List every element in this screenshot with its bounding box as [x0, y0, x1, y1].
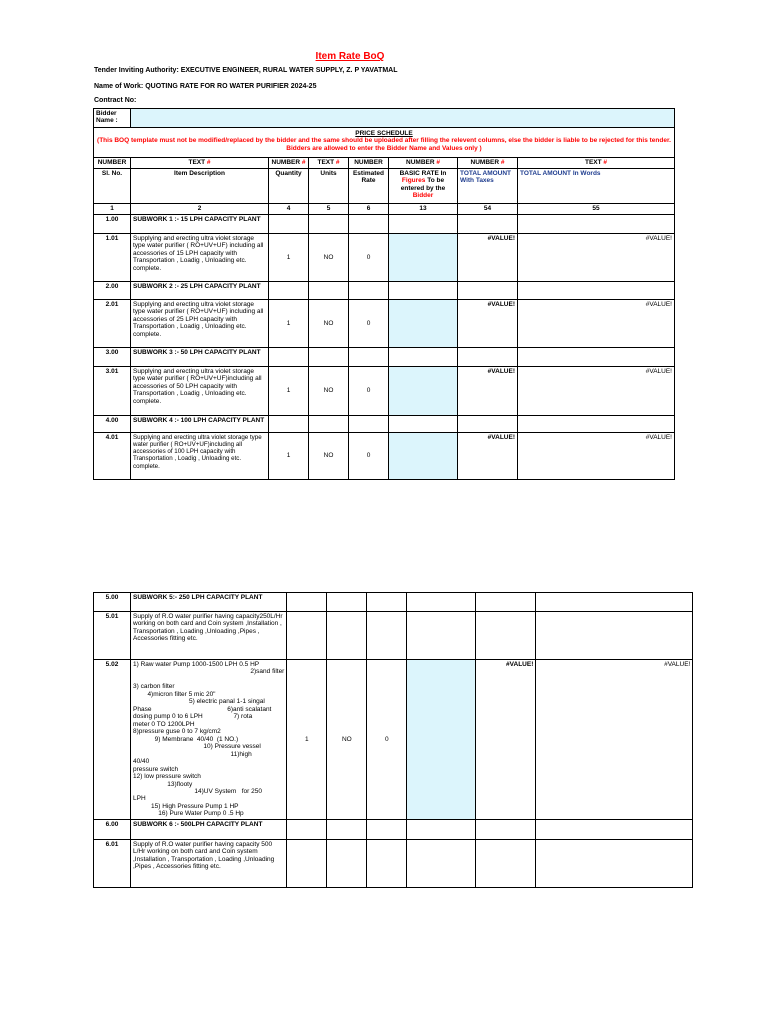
item-description: Supplying and erecting ultra violet storage type water purifier ( RO+UV+UF)including all accessories of 100 LPH capacity with Transportation , Loadig , Unloading etc. complete. — [131, 433, 269, 480]
quantity-cell: 1 — [269, 367, 309, 416]
total-amount-cell: #VALUE! — [458, 300, 518, 348]
row-number: 4.00 — [94, 416, 131, 433]
item-description: 1) Raw water Pump 1000-1500 LPH 0.5 HP 2)sand filter 3) carbon filter 4)micron filter 5 mic 20" 5) electric panal 1-1 singal Phase 6)anti scalatant dosing pump 0 to 6 LPH 7) rota meter 0 TO 1200LPH 8)pressure guse 0 to 7 kg/cm2 9) Membrane 40/40 (1 NO.) 10) Pressure vessel 11)high 40/40 pressure switch 12) low pressure switch 13)flooty 14)UV System for 250 LPH 15) High Pressure Pump 1 HP 16) Pure Water Pump 0 .5 Hp — [131, 660, 287, 820]
col-number: 6 — [349, 204, 389, 215]
price-schedule-heading: PRICE SCHEDULE — [355, 130, 413, 137]
row-number: 1.01 — [94, 234, 131, 282]
estimated-rate-cell: 0 — [349, 367, 389, 416]
subwork-title: SUBWORK 2 :- 25 LPH CAPACITY PLANT — [131, 282, 269, 300]
col-number: 1 — [94, 204, 131, 215]
work-name: Name of Work: QUOTING RATE FOR RO WATER PURIFIER 2024-25 — [94, 83, 317, 90]
subwork-title: SUBWORK 4 :- 100 LPH CAPACITY PLANT — [131, 416, 269, 433]
subwork-title: SUBWORK 1 :- 15 LPH CAPACITY PLANT — [131, 215, 269, 234]
total-amount-cell: #VALUE! — [458, 433, 518, 480]
estimated-rate-cell: 0 — [349, 234, 389, 282]
amount-in-words-cell: #VALUE! — [518, 433, 675, 480]
item-description: Supply of R.O water purifier having capacity250L/Hr working on both card and Coin system ,Installation , Transportation , Loading ,Unloading ,Pipes , Accessories fitting etc. — [131, 612, 287, 660]
boq-table-page-2 — [93, 592, 693, 888]
basic-rate-input[interactable] — [389, 234, 458, 282]
quantity-cell: 1 — [269, 433, 309, 480]
estimated-rate-cell: 0 — [367, 660, 407, 820]
quantity-cell: 1 — [269, 234, 309, 282]
amount-in-words-cell: #VALUE! — [536, 660, 693, 820]
type-total: NUMBER # — [458, 158, 518, 169]
row-number: 5.01 — [94, 612, 131, 660]
quantity-cell: 1 — [287, 660, 327, 820]
units-cell: NO — [309, 367, 349, 416]
tender-authority: Tender Inviting Authority: EXECUTIVE ENGINEER, RURAL WATER SUPPLY, Z. P YAVATMAL — [94, 67, 398, 74]
subwork-title: SUBWORK 5:- 250 LPH CAPACITY PLANT — [131, 593, 287, 612]
header-words: TOTAL AMOUNT In Words — [518, 169, 675, 204]
type-desc: TEXT # — [131, 158, 269, 169]
total-amount-cell: #VALUE! — [476, 660, 536, 820]
row-number: 3.01 — [94, 367, 131, 416]
row-number: 6.01 — [94, 839, 131, 887]
col-number: 13 — [389, 204, 458, 215]
row-number: 3.00 — [94, 348, 131, 367]
subwork-title: SUBWORK 3 :- 50 LPH CAPACITY PLANT — [131, 348, 269, 367]
type-sl: NUMBER — [94, 158, 131, 169]
row-number: 2.01 — [94, 300, 131, 348]
bidder-name-label: Bidder Name : — [94, 109, 131, 128]
amount-in-words-cell: #VALUE! — [518, 367, 675, 416]
col-number: 5 — [309, 204, 349, 215]
estimated-rate-cell: 0 — [349, 300, 389, 348]
units-cell: NO — [309, 300, 349, 348]
boq-title: Item Rate BoQ — [315, 51, 385, 62]
col-number: 55 — [518, 204, 675, 215]
header-desc: Item Description — [131, 169, 269, 204]
bidder-name-input[interactable] — [131, 109, 675, 128]
item-description: Supply of R.O water purifier having capacity 500 L/Hr working on both card and Coin system ,Installation , Transportation , Loading ,Unloading ,Pipes , Accessories fitting etc. — [131, 839, 287, 887]
header-total: TOTAL AMOUNT With Taxes — [458, 169, 518, 204]
item-description: Supplying and erecting ultra violet storage type water purifier ( RO+UV+UF) including all accessories of 15 LPH capacity with Transportation , Loadig , Unloading etc. complete. — [131, 234, 269, 282]
item-description: Supplying and erecting ultra violet storage type water purifier ( RO+UV+UF) including all accessories of 25 LPH capacity with Transportation , Loadig , Unloading etc. complete. — [131, 300, 269, 348]
col-number: 4 — [269, 204, 309, 215]
units-cell: NO — [309, 433, 349, 480]
price-schedule-block — [94, 128, 675, 158]
item-description: Supplying and erecting ultra violet storage type water purifier ( RO+UV+UF)including all accessories of 50 LPH capacity with Transportation , Loadig , Unloading etc. complete. — [131, 367, 269, 416]
row-number: 5.02 — [94, 660, 131, 820]
header-basic: BASIC RATE In Figures To be entered by the Bidder — [389, 169, 458, 204]
total-amount-cell: #VALUE! — [458, 367, 518, 416]
type-est: NUMBER — [349, 158, 389, 169]
row-number: 6.00 — [94, 819, 131, 839]
basic-rate-input[interactable] — [389, 300, 458, 348]
type-basic: NUMBER # — [389, 158, 458, 169]
row-number: 5.00 — [94, 593, 131, 612]
header-units: Units — [309, 169, 349, 204]
basic-rate-input[interactable] — [407, 660, 476, 820]
subwork-title: SUBWORK 6 :- 500LPH CAPACITY PLANT — [131, 819, 287, 839]
amount-in-words-cell: #VALUE! — [518, 300, 675, 348]
row-number: 4.01 — [94, 433, 131, 480]
type-qty: NUMBER # — [269, 158, 309, 169]
units-cell: NO — [309, 234, 349, 282]
amount-in-words-cell: #VALUE! — [518, 234, 675, 282]
header-sl: Sl. No. — [94, 169, 131, 204]
contract-number: Contract No: — [94, 97, 137, 104]
header-est: Estimated Rate — [349, 169, 389, 204]
units-cell: NO — [327, 660, 367, 820]
quantity-cell: 1 — [269, 300, 309, 348]
basic-rate-input[interactable] — [389, 433, 458, 480]
type-words: TEXT # — [518, 158, 675, 169]
boq-table-page-1 — [93, 108, 675, 480]
row-number: 2.00 — [94, 282, 131, 300]
total-amount-cell: #VALUE! — [458, 234, 518, 282]
col-number: 2 — [131, 204, 269, 215]
header-qty: Quantity — [269, 169, 309, 204]
row-number: 1.00 — [94, 215, 131, 234]
col-number: 54 — [458, 204, 518, 215]
basic-rate-input[interactable] — [389, 367, 458, 416]
template-notice: (This BOQ template must not be modified/replaced by the bidder and the same should be uploaded after filling the relevent columns, else the bidder is liable to be rejected for this tender. Bidders are allowed to enter the Bidder Name and Values only ) — [97, 137, 671, 152]
estimated-rate-cell: 0 — [349, 433, 389, 480]
type-units: TEXT # — [309, 158, 349, 169]
